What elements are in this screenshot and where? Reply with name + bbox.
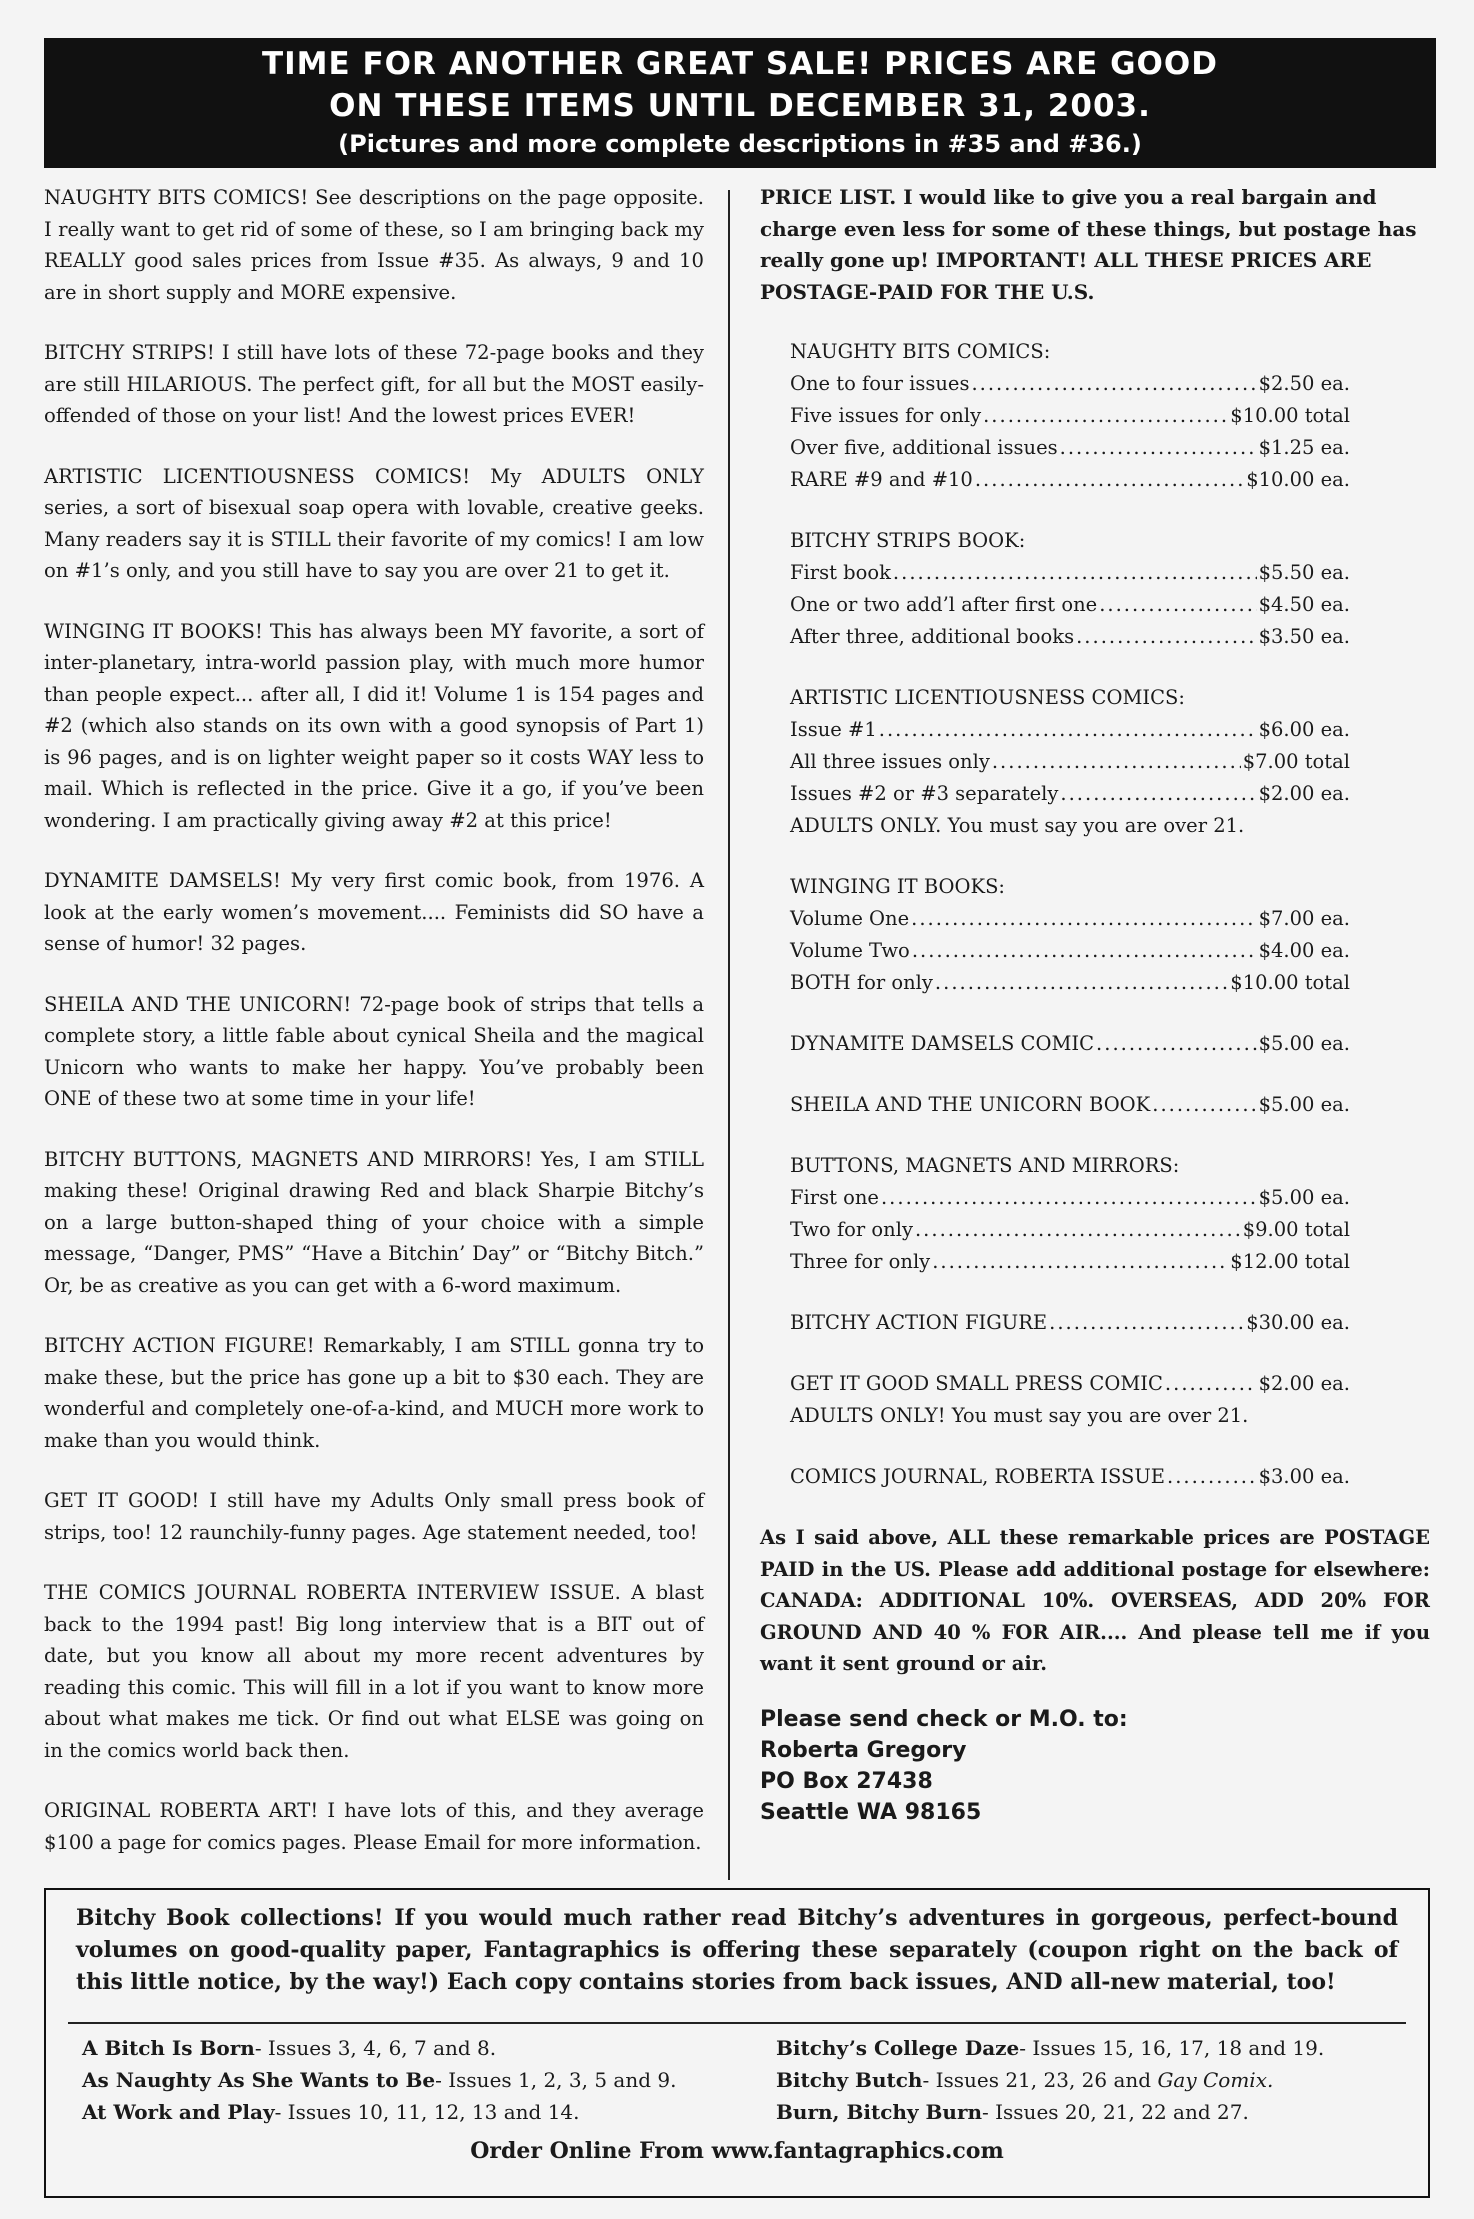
price-row [790, 1028, 1350, 1060]
price-section-heading: NAUGHTY BITS COMICS: [790, 340, 1051, 363]
leader-dots [1152, 1089, 1256, 1121]
price-row [790, 432, 1350, 464]
price-item-label: BITCHY ACTION FIGURE [790, 1311, 1048, 1334]
description-winging-it: WINGING IT BOOKS! This has always been MY favorite, a sort of inter-planetary, intra-world passion play, with much more humor than people expect... after all, I did it! Volume 1 is 154 pages and #2 (which also stands on its own with a good synopsis of Part 1) is 96 pages, and is on lighter weight paper so it costs WAY less to mail. Which is reflected in the price. Give it a go, if you’ve been wondering. I am practically giving away #2 at this price! [44, 619, 704, 832]
collection-title: Bitchy’s College Daze [776, 2036, 1020, 2060]
price-value: $30.00 ea. [1246, 1311, 1350, 1334]
collection-item [82, 2032, 676, 2064]
description-bitchy-strips: BITCHY STRIPS! I still have lots of these 72-page books and they are still HILARIOUS. The perfect gift, for all but the MOST easily-offended of those on your list! And the lowest prices EVER! [44, 341, 704, 427]
price-row [790, 400, 1350, 432]
price-item-label: First book [790, 561, 891, 584]
price-row [790, 778, 1350, 810]
product-descriptions [44, 182, 704, 1887]
description-sheila-unicorn: SHEILA AND THE UNICORN! 72-page book of strips that tells a complete story, a little fable about cynical Sheila and the magical Unicorn who wants to make her happy. You’ve probably been ONE of these two at some time in your life! [44, 992, 704, 1110]
mailing-address [760, 1704, 1430, 1828]
price-value: $5.00 ea. [1258, 1186, 1350, 1209]
leader-dots [1096, 1028, 1257, 1060]
price-item-label: DYNAMITE DAMSELS COMIC [790, 1032, 1095, 1055]
banner-line-3: (Pictures and more complete descriptions in #35 and #36.) [338, 130, 1142, 158]
collections-box [44, 1888, 1430, 2198]
price-section [790, 1089, 1350, 1121]
price-item-label: Three for only [790, 1250, 931, 1273]
leader-dots [992, 746, 1241, 778]
description-dynamite-damsels: DYNAMITE DAMSELS! My very first comic book, from 1976. A look at the early women’s movement.... Feminists did SO have a sense of humor! 32 pages. [44, 869, 704, 955]
collection-item [776, 2064, 1324, 2096]
price-row [790, 368, 1350, 400]
price-value: $10.00 ea. [1246, 468, 1350, 491]
banner-line-1: TIME FOR ANOTHER GREAT SALE! PRICES ARE GOOD [262, 46, 1218, 82]
price-row [790, 1246, 1350, 1278]
price-item-label: BOTH for only [790, 971, 933, 994]
leader-dots [915, 1214, 1241, 1246]
price-value: $7.00 ea. [1258, 907, 1350, 930]
address-line: PO Box 27438 [760, 1768, 933, 1794]
leader-dots [1060, 778, 1256, 810]
price-value: $12.00 total [1230, 1250, 1350, 1273]
price-value: $10.00 total [1230, 971, 1350, 994]
collection-item [776, 2032, 1324, 2064]
price-section-heading: ARTISTIC LICENTIOUSNESS COMICS: [790, 686, 1185, 709]
description-original-art: ORIGINAL ROBERTA ART! I have lots of this, and they average $100 a page for comics pages. Please Email for more information. [44, 1799, 704, 1854]
leader-dots [893, 557, 1257, 589]
collection-issues: - Issues 15, 16, 17, 18 and 19. [1019, 2036, 1325, 2060]
leader-dots [1165, 1368, 1257, 1400]
leader-dots [1167, 1461, 1257, 1493]
price-item-label: One or two add’l after first one [790, 593, 1098, 616]
price-value: $5.00 ea. [1258, 1032, 1350, 1055]
price-section [790, 336, 1350, 496]
price-item-label: SHEILA AND THE UNICORN BOOK [790, 1093, 1151, 1116]
price-row [790, 714, 1350, 746]
description-artistic-licentiousness: ARTISTIC LICENTIOUSNESS COMICS! My ADULTS ONLY series, a sort of bisexual soap opera with lovable, creative geeks. Many readers say it is STILL their favorite of my comics! I am low on #1’s only, and you still have to say you are over 21 to get it. [44, 464, 704, 582]
price-row [790, 746, 1350, 778]
leader-dots [1060, 432, 1257, 464]
price-value: $4.50 ea. [1258, 593, 1350, 616]
collection-title: Burn, Bitchy Burn [776, 2100, 983, 2124]
price-value: $5.50 ea. [1258, 561, 1350, 584]
collection-extra: Gay Comix. [1157, 2068, 1274, 2092]
price-item-label: Issues #2 or #3 separately [790, 782, 1059, 805]
price-item-label: Over five, additional issues [790, 436, 1058, 459]
postage-note: As I said above, ALL these remarkable prices are POSTAGE PAID in the US. Please add additional postage for elsewhere: CANADA: ADDITIONAL 10%. OVERSEAS, ADD 20% FOR GROUND AND 40 % FOR AIR.... And please tell me if you want it sent ground or air. [760, 1526, 1430, 1675]
collection-issues: - Issues 1, 2, 3, 5 and 9. [435, 2068, 677, 2092]
price-row [790, 557, 1350, 589]
price-value: $10.00 total [1230, 404, 1350, 427]
price-item-label: All three issues only [790, 750, 990, 773]
order-online-line: Order Online From www.fantagraphics.com [470, 2138, 1004, 2164]
description-naughty-bits: NAUGHTY BITS COMICS! See descriptions on the page opposite. I really want to get rid of some of these, so I am bringing back my REALLY good sales prices from Issue #35. As always, 9 and 10 are in short supply and MORE expensive. [44, 186, 704, 304]
price-value: $2.00 ea. [1258, 1372, 1350, 1395]
leader-dots [983, 400, 1228, 432]
price-row [790, 1307, 1350, 1339]
price-section-note: ADULTS ONLY! You must say you are over 21. [790, 1404, 1249, 1427]
price-item-label: Issue #1 [790, 718, 877, 741]
price-value: $1.25 ea. [1258, 436, 1350, 459]
description-action-figure: BITCHY ACTION FIGURE! Remarkably, I am STILL gonna try to make these, but the price has gone up a bit to $30 each. They are wonderful and completely one-of-a-kind, and MUCH more work to make than you would think. [44, 1334, 704, 1452]
address-line: Roberta Gregory [760, 1737, 967, 1763]
price-item-label: GET IT GOOD SMALL PRESS COMIC [790, 1372, 1163, 1395]
collection-issues: - Issues 3, 4, 6, 7 and 8. [254, 2036, 497, 2060]
collection-title: As Naughty As She Wants to Be [82, 2068, 436, 2092]
price-row [790, 1368, 1350, 1400]
price-row [790, 621, 1350, 653]
price-value: $7.00 total [1242, 750, 1350, 773]
sale-banner [44, 38, 1436, 168]
box-rule [68, 2022, 1406, 2024]
price-section-heading: BITCHY STRIPS BOOK: [790, 529, 1026, 552]
leader-dots [971, 368, 1256, 400]
collection-item [82, 2064, 676, 2096]
price-value: $4.00 ea. [1258, 939, 1350, 962]
address-line: Seattle WA 98165 [760, 1799, 982, 1825]
description-comics-journal: THE COMICS JOURNAL ROBERTA INTERVIEW ISSUE. A blast back to the 1994 past! Big long interview that is a BIT out of date, but you know all about my more recent adventures by reading this comic. This will fill in a lot if you want to know more about what makes me tick. Or find out what ELSE was going on in the comics world back then. [44, 1581, 704, 1762]
price-row [790, 1214, 1350, 1246]
collection-issues: - Issues 21, 23, 26 and [922, 2068, 1158, 2092]
price-item-label: RARE #9 and #10 [790, 468, 973, 491]
price-section [790, 1150, 1350, 1278]
price-list [790, 336, 1350, 1493]
leader-dots [1099, 589, 1256, 621]
price-row [790, 903, 1350, 935]
collection-item [776, 2096, 1324, 2128]
collections-left [82, 2032, 676, 2128]
price-item-label: Volume Two [790, 939, 910, 962]
collection-item [82, 2096, 676, 2128]
collections-headline: Bitchy Book collections! If you would much rather read Bitchy’s adventures in gorgeous, perfect-bound volumes on good-quality paper, Fantagraphics is offering these separately (coupon right on the back of this little notice, by the way!) Each copy contains stories from back issues, AND all-new material, too! [76, 1905, 1398, 1995]
price-value: $9.00 total [1242, 1218, 1350, 1241]
price-section-note: ADULTS ONLY. You must say you are over 21. [790, 814, 1245, 837]
price-section [790, 682, 1350, 842]
price-row [790, 935, 1350, 967]
price-list-intro: PRICE LIST. I would like to give you a real bargain and charge even less for some of these things, but postage has really gone up! IMPORTANT! ALL THESE PRICES ARE POSTAGE-PAID FOR THE U.S. [760, 185, 1417, 304]
price-value: $3.00 ea. [1258, 1465, 1350, 1488]
description-buttons-magnets: BITCHY BUTTONS, MAGNETS AND MIRRORS! Yes, I am STILL making these! Original drawing Red and black Sharpie Bitchy’s on a large button-shaped thing of your choice with a simple message, “Danger, PMS” “Have a Bitchin’ Day” or “Bitchy Bitch.” Or, be as creative as you can get with a 6-word maximum. [44, 1147, 704, 1297]
collection-title: A Bitch Is Born [82, 2036, 255, 2060]
address-line: Please send check or M.O. to: [760, 1706, 1128, 1732]
price-section [790, 525, 1350, 653]
leader-dots [935, 967, 1228, 999]
leader-dots [1076, 621, 1257, 653]
price-section [790, 1461, 1350, 1493]
leader-dots [911, 903, 1256, 935]
collection-title: At Work and Play [82, 2100, 275, 2124]
price-row [790, 1461, 1350, 1493]
price-value: $6.00 ea. [1258, 718, 1350, 741]
collection-issues: - Issues 20, 21, 22 and 27. [982, 2100, 1249, 2124]
leader-dots [881, 1182, 1257, 1214]
price-section [790, 1368, 1350, 1432]
price-value: $2.00 ea. [1258, 782, 1350, 805]
price-item-label: Two for only [790, 1218, 913, 1241]
banner-line-2: ON THESE ITEMS UNTIL DECEMBER 31, 2003. [329, 88, 1151, 124]
price-section [790, 1028, 1350, 1060]
leader-dots [975, 464, 1244, 496]
price-row [790, 1182, 1350, 1214]
price-value: $2.50 ea. [1258, 372, 1350, 395]
price-section [790, 871, 1350, 999]
collection-issues: - Issues 10, 11, 12, 13 and 14. [274, 2100, 580, 2124]
price-value: $5.00 ea. [1258, 1093, 1350, 1116]
leader-dots [879, 714, 1257, 746]
price-item-label: COMICS JOURNAL, ROBERTA ISSUE [790, 1465, 1166, 1488]
price-row [790, 589, 1350, 621]
collection-title: Bitchy Butch [776, 2068, 923, 2092]
description-get-it-good: GET IT GOOD! I still have my Adults Only small press book of strips, too! 12 raunchily-funny pages. Age statement needed, too! [44, 1489, 704, 1544]
price-value: $3.50 ea. [1258, 625, 1350, 648]
price-item-label: Volume One [790, 907, 910, 930]
collections-right [776, 2032, 1324, 2128]
price-item-label: After three, additional books [790, 625, 1075, 648]
price-item-label: Five issues for only [790, 404, 982, 427]
leader-dots [932, 1246, 1228, 1278]
price-row [790, 1089, 1350, 1121]
price-item-label: First one [790, 1186, 879, 1209]
price-section [790, 1307, 1350, 1339]
price-section-heading: WINGING IT BOOKS: [790, 875, 1005, 898]
price-row [790, 464, 1350, 496]
price-row [790, 967, 1350, 999]
leader-dots [912, 935, 1257, 967]
price-item-label: One to four issues [790, 372, 970, 395]
price-section-heading: BUTTONS, MAGNETS AND MIRRORS: [790, 1154, 1180, 1177]
leader-dots [1049, 1307, 1244, 1339]
price-list-column [760, 182, 1430, 1828]
column-divider [728, 190, 730, 1880]
